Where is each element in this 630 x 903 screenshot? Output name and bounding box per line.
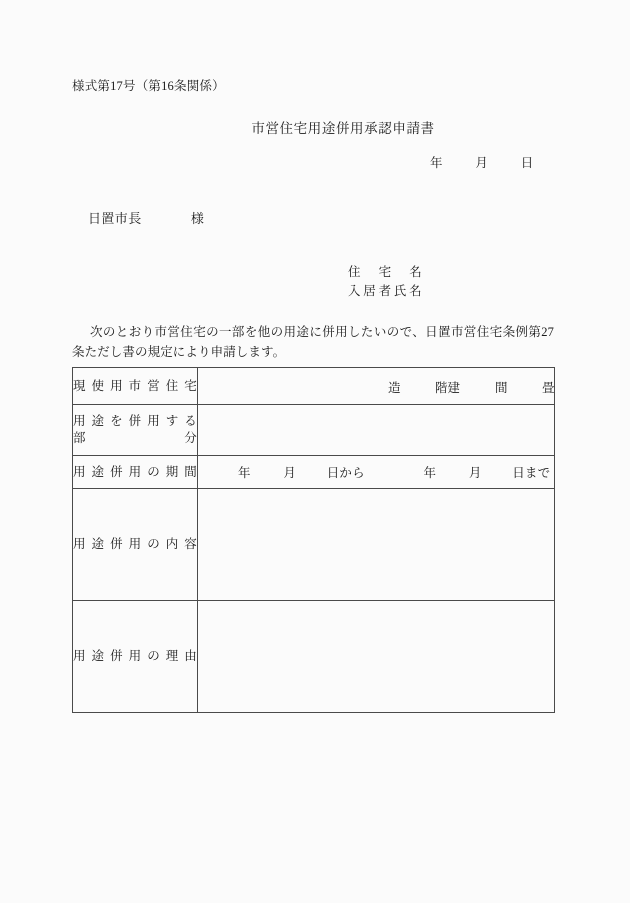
row-label-content	[73, 489, 198, 601]
period-from-year: 年	[238, 466, 251, 480]
row-label-period	[73, 456, 198, 489]
addressee-honorific: 様	[190, 211, 205, 226]
housing-name-row	[348, 263, 422, 282]
period-from-day: 日から	[326, 466, 365, 480]
mark-structure: 造	[388, 380, 401, 395]
housing-name-label: 住宅名	[348, 265, 422, 279]
label-text: 用途併用の期間	[73, 464, 197, 479]
period-to-year: 年	[423, 466, 437, 480]
mark-tatami: 畳	[542, 380, 555, 395]
period-to-month: 月	[468, 466, 482, 480]
period-from-month: 月	[283, 466, 297, 480]
resident-name-label: 入居者氏名	[348, 284, 422, 298]
mark-floors: 階建	[435, 380, 461, 395]
label-text-line1: 用途を併用する	[73, 414, 197, 428]
table-row-period	[73, 456, 555, 489]
period-marks	[198, 463, 554, 481]
label-text: 用途併用の内容	[73, 537, 197, 551]
body-paragraph: 次のとおり市営住宅の一部を他の用途に併用したいので、日置市営住宅条例第27条ただし書の規定により申請します。	[72, 325, 554, 359]
table-row-reason	[73, 601, 555, 713]
table-row-current-housing	[73, 368, 555, 405]
label-text: 現使用市営住宅	[73, 378, 197, 393]
row-value-content[interactable]	[198, 489, 555, 601]
document-title: 市営住宅用途併用承認申請書	[251, 121, 435, 136]
date-line	[430, 153, 533, 171]
addressee-recipient: 日置市長	[88, 211, 142, 226]
date-day-label: 日	[520, 156, 534, 170]
row-value-current-housing[interactable]	[198, 368, 555, 405]
row-value-period[interactable]	[198, 456, 555, 489]
applicant-block	[348, 263, 422, 301]
table-row-content	[73, 489, 555, 601]
label-text: 用途併用の理由	[73, 649, 197, 663]
addressee	[88, 208, 204, 227]
application-table	[72, 367, 555, 713]
date-year-label: 年	[430, 156, 443, 170]
row-value-reason[interactable]	[198, 601, 555, 713]
period-to-day: 日まで	[512, 466, 551, 480]
table-row-shared-part	[73, 405, 555, 456]
label-text-line2: 部分	[73, 431, 197, 445]
row-value-shared-part[interactable]	[198, 405, 555, 456]
housing-spec-marks	[198, 378, 554, 395]
row-label-shared-part	[73, 405, 198, 456]
row-label-current-housing	[73, 368, 198, 405]
row-label-reason	[73, 601, 198, 713]
resident-name-row	[348, 282, 422, 301]
mark-rooms: 間	[495, 380, 508, 395]
form-number: 様式第17号（第16条関係）	[72, 79, 225, 93]
date-month-label: 月	[475, 156, 489, 170]
